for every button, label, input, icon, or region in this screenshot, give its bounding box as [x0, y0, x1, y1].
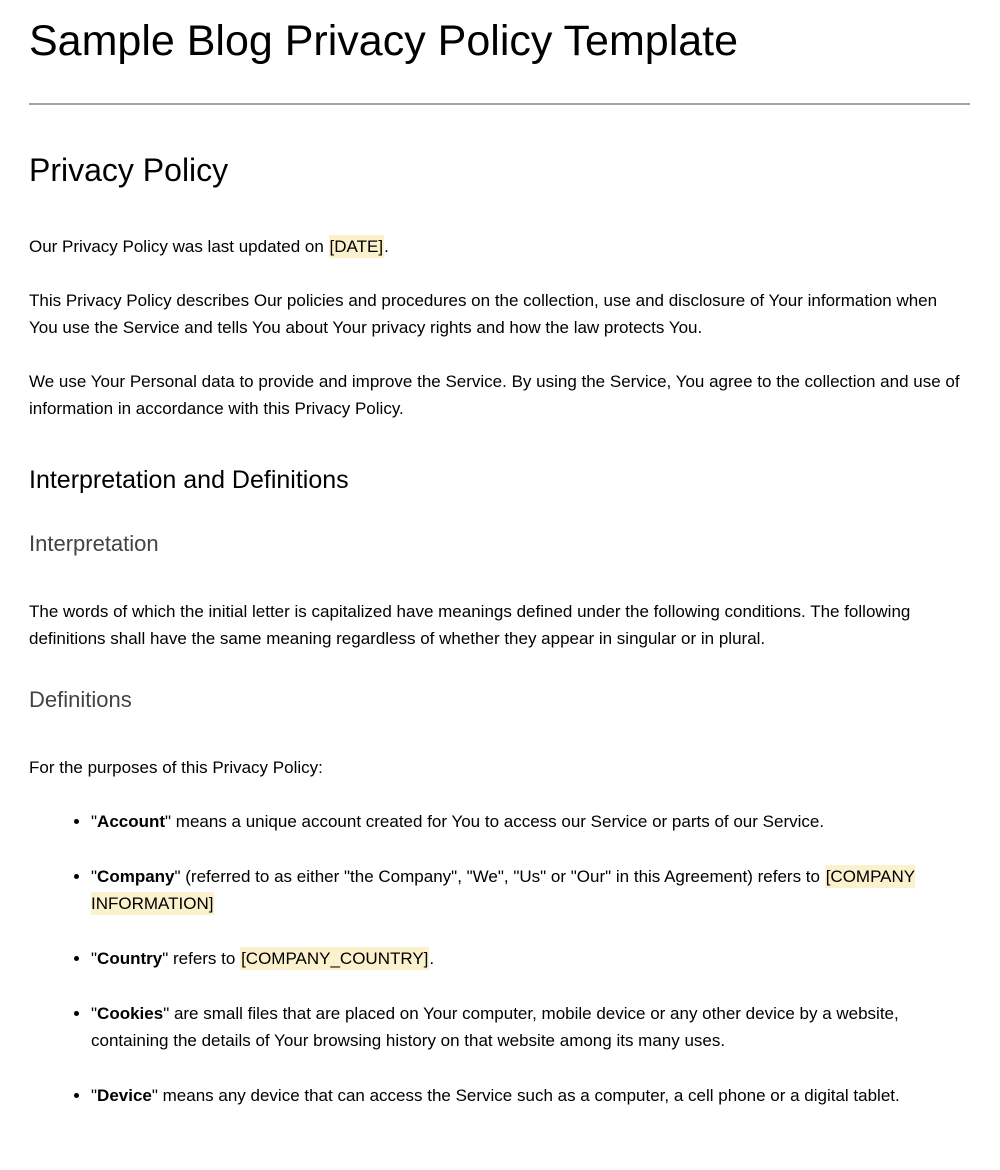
list-item-country: • "Country" refers to [COMPANY_COUNTRY]. [91, 945, 970, 972]
heading-interpretation: Interpretation [29, 531, 159, 556]
paragraph-last-updated: Our Privacy Policy was last updated on [DATE]. [29, 237, 389, 256]
list-item-account: • "Account" means a unique account created for You to access our Service or parts of our Service. [91, 808, 970, 835]
defined-term: Cookies [97, 1004, 164, 1023]
definitions-list [29, 808, 970, 1109]
heading-interpretation-and-definitions: Interpretation and Definitions [29, 466, 349, 494]
defined-term: Device [97, 1086, 152, 1105]
paragraph-definitions-lead: For the purposes of this Privacy Policy: [29, 758, 323, 777]
paragraph-policy-describes: This Privacy Policy describes Our policies and procedures on the collection, use and disclosure of Your information when You use the Service and tells You about Your privacy rights and how the law protects You. [29, 291, 938, 337]
highlighted-placeholder: [COMPANY INFORMATION] [91, 867, 916, 913]
defined-term: Country [97, 949, 163, 968]
list-item-cookies: • "Cookies" are small files that are placed on Your computer, mobile device or any other device by a website, containing the details of Your browsing history on that website among its many uses. [91, 1000, 970, 1054]
defined-term: Company [97, 867, 175, 886]
paragraph-interpretation: The words of which the initial letter is capitalized have meanings defined under the following conditions. The following definitions shall have the same meaning regardless of whether they appear in singular or in plural. [29, 602, 911, 648]
highlighted-placeholder: [DATE] [329, 237, 384, 256]
heading-definitions: Definitions [29, 687, 132, 712]
document-title: Sample Blog Privacy Policy Template [29, 17, 739, 65]
heading-privacy-policy: Privacy Policy [29, 152, 229, 188]
list-item-company: • "Company" (referred to as either "the Company", "We", "Us" or "Our" in this Agreement) refers to [COMPANY INFORMATION] [91, 863, 970, 917]
defined-term: Account [97, 812, 166, 831]
list-item-device: • "Device" means any device that can access the Service such as a computer, a cell phone or a digital tablet. [91, 1082, 970, 1109]
highlighted-placeholder: [COMPANY_COUNTRY] [241, 949, 429, 968]
paragraph-use-of-data: We use Your Personal data to provide and improve the Service. By using the Service, You agree to the collection and use of information in accordance with this Privacy Policy. [29, 372, 960, 418]
title-divider [29, 103, 970, 105]
